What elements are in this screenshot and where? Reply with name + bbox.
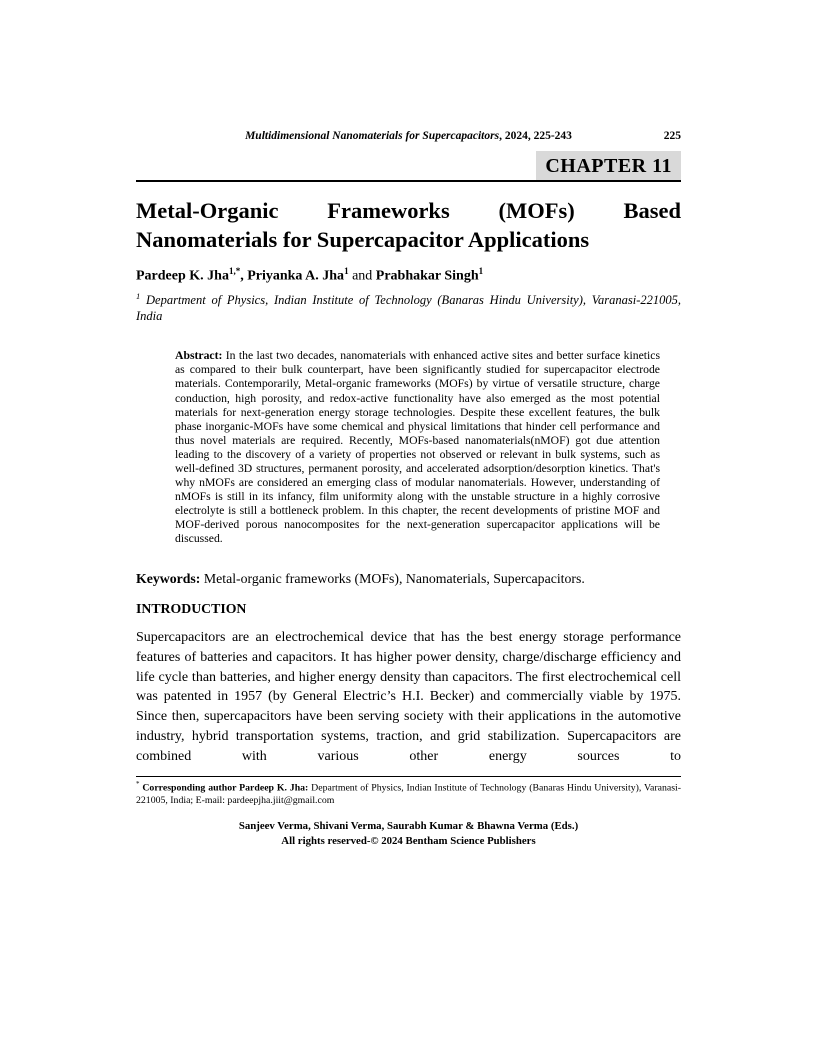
author-separator-2: and	[348, 268, 376, 284]
author-3: Prabhakar Singh	[375, 268, 479, 284]
affiliation	[136, 291, 681, 325]
abstract-text: In the last two decades, nanomaterials with enhanced active sites and better surface kinetics as compared to their bulk counterpart, have been significantly studied for supercapacitor electrode materials. Contemporarily, Metal-organic frameworks (MOFs) by virtue of versatile structure, charge conduction, high porosity, and redox-active functionality have also emerged as the most potential materials for next-generation energy storage technologies. Despite these excellent features, the bulk phase inorganic-MOFs have some chemical and physical limitations that hinder cell performance and thus novel materials are required. Recently, MOFs-based nanomaterials(nMOF) got due attention leading to the discovery of a variety of properties not observed or relevant in bulk systems, such as well-defined 3D structures, permanent porosity, and accelerated adsorption/desorption kinetics. That's why nMOFs are considered an emerging class of modular nanomaterials. However, understanding of nMOFs is still in its infancy, film uniformity along with the unstable structure in a highly corrosive electrolyte is still a bottleneck problem. In this chapter, the recent developments of pristine MOF and MOF-derived porous nanocomposites for the next-generation supercapacitor applications will be discussed.	[175, 349, 661, 545]
author-2: Priyanka A. Jha	[247, 268, 345, 284]
affiliation-text: Department of Physics, Indian Institute of Technology (Banaras Hindu University), Varanasi-221005, India	[136, 292, 681, 324]
running-title-pages: , 2024, 225-243	[499, 130, 572, 142]
running-title-italic: Multidimensional Nanomaterials for Supercapacitors	[245, 130, 500, 142]
footnote-marker: *	[136, 779, 140, 788]
chapter-badge: CHAPTER 11	[536, 151, 681, 180]
abstract	[175, 349, 660, 545]
abstract-label: Abstract:	[175, 349, 223, 363]
footnote-text: Department of Physics, Indian Institute of Technology (Banaras Hindu University), Varanasi-221005, India; E-mail: pardeepjha.jiit@gmail.com	[136, 782, 681, 807]
keywords-text: Metal-organic frameworks (MOFs), Nanomaterials, Supercapacitors.	[200, 570, 585, 586]
footer-credits	[136, 819, 681, 850]
page-number: 225	[663, 130, 681, 142]
author-byline	[136, 266, 681, 285]
running-title	[245, 130, 572, 142]
section-heading-introduction: INTRODUCTION	[136, 600, 247, 616]
author-separator-1: ,	[240, 268, 248, 284]
rights-line: All rights reserved-© 2024 Bentham Science Publishers	[281, 835, 536, 848]
keywords	[136, 570, 681, 588]
author-3-superscript: 1	[478, 265, 484, 276]
footnote-bold-text: Corresponding author Pardeep K. Jha:	[139, 782, 309, 794]
affiliation-superscript: 1	[136, 290, 141, 301]
keywords-label: Keywords:	[136, 570, 201, 586]
running-header	[136, 130, 681, 146]
author-1-superscript: 1,*	[228, 265, 241, 276]
introduction-paragraph: Supercapacitors are an electrochemical device that has the best energy storage performance features of batteries and capacitors. It has higher power density, charge/discharge efficiency and life cycle than batteries, and higher energy density than capacitors. The first electrochemical cell was patented in 1957 (by General Electric’s H.I. Becker) and commercially viable by 1975. Since then, supercapacitors have been serving society with their applications in the automotive industry, hybrid transportation systems, traction, and grid stabilization. Supercapacitors are combined with various other energy sources to	[136, 629, 681, 765]
chapter-banner	[136, 151, 681, 182]
author-1: Pardeep K. Jha	[136, 268, 229, 284]
corresponding-author-footnote	[136, 776, 681, 808]
chapter-title: Metal-Organic Frameworks (MOFs) Based Nanomaterials for Supercapacitor Applications	[136, 198, 681, 252]
author-2-superscript: 1	[344, 265, 349, 276]
editors-line: Sanjeev Verma, Shivani Verma, Saurabh Kumar & Bhawna Verma (Eds.)	[238, 819, 579, 832]
